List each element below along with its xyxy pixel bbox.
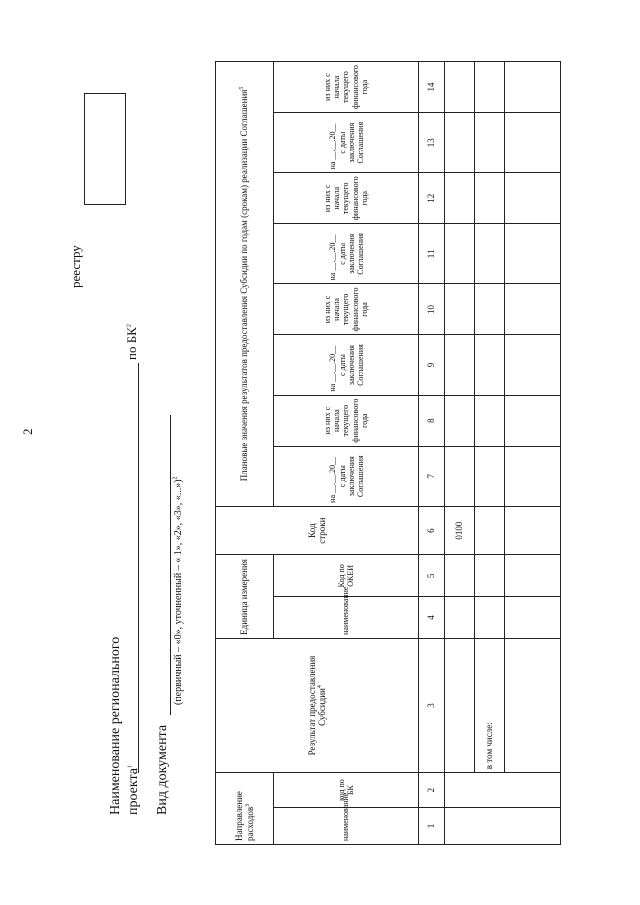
cell-value[interactable] — [505, 173, 561, 224]
cell-direction-name[interactable] — [445, 807, 561, 844]
col-direction-name: наименование — [274, 807, 419, 844]
cell-unit-okei[interactable] — [475, 555, 505, 597]
cell-value[interactable] — [505, 224, 561, 284]
cell-value[interactable] — [475, 335, 505, 395]
project-name-label: Наименование регионального — [108, 636, 123, 815]
subsidy-results-table — [215, 61, 561, 845]
cell-incl-label: в том числе: — [475, 638, 505, 772]
col-unit-header: Единица измерения — [216, 555, 274, 638]
cell-value[interactable] — [505, 284, 561, 335]
plan-year-2-date: на __.__.20__ — [327, 345, 337, 392]
cell-value[interactable] — [475, 113, 505, 173]
cell-value[interactable] — [445, 335, 475, 395]
col-direction-bk: код по БК — [274, 773, 419, 808]
cell-value[interactable] — [505, 113, 561, 173]
project-name-label-2: проекта$^1$ — [126, 765, 141, 815]
plan-year-2-since-sign — [274, 335, 419, 395]
cell-value[interactable] — [445, 284, 475, 335]
col-num: 13 — [419, 113, 445, 173]
project-name-line[interactable] — [138, 363, 139, 773]
cell-value[interactable] — [445, 395, 475, 446]
doc-type-label: Вид документа — [155, 724, 170, 815]
cell-value[interactable] — [475, 395, 505, 446]
cell-value[interactable] — [445, 224, 475, 284]
cell-value[interactable] — [475, 62, 505, 113]
cell-value[interactable] — [475, 446, 505, 506]
cell-value[interactable] — [445, 446, 475, 506]
cell-unit-name[interactable] — [505, 597, 561, 639]
table-row — [445, 62, 475, 845]
doc-type-line[interactable] — [170, 415, 171, 715]
page-number: 2 — [20, 428, 35, 435]
since-sign-label: с даты заключения Соглашения — [337, 233, 366, 275]
plan-year-1-since-sign — [274, 446, 419, 506]
cell-row-code[interactable] — [475, 506, 505, 555]
plan-year-1-since-year: из них с начала текущего финансового года — [274, 395, 419, 446]
cell-unit-name[interactable] — [475, 597, 505, 639]
col-unit-name: наименование — [274, 597, 419, 639]
cell-value[interactable] — [445, 173, 475, 224]
cell-value[interactable] — [475, 224, 505, 284]
col-num: 6 — [419, 506, 445, 555]
col-direction-header: Направление расходов$^3$ — [216, 773, 274, 845]
col-result-header: Результат предоставления Субсидии$^4$ — [216, 638, 419, 772]
plan-year-4-since-sign — [274, 113, 419, 173]
col-unit-okei: Код по ОКЕИ — [274, 555, 419, 597]
since-sign-label: с даты заключения Соглашения — [337, 455, 366, 498]
cell-value[interactable] — [505, 446, 561, 506]
cell-value[interactable] — [505, 395, 561, 446]
col-num: 8 — [419, 395, 445, 446]
cell-row-code: 0100 — [445, 506, 475, 555]
col-num: 4 — [419, 597, 445, 639]
registry-label: реестру — [68, 245, 83, 288]
col-num: 2 — [419, 773, 445, 808]
plan-year-3-since-year: из них с начала текущего финансового года — [274, 173, 419, 224]
table-row — [475, 62, 505, 845]
col-num: 5 — [419, 555, 445, 597]
col-num: 3 — [419, 638, 445, 772]
plan-year-3-date: на __.__.20__ — [327, 234, 337, 281]
plan-year-1-date: на __.__.20__ — [327, 456, 337, 503]
cell-value[interactable] — [475, 173, 505, 224]
registry-stamp-box — [84, 93, 126, 205]
column-numbers-row — [419, 62, 445, 845]
cell-unit-name[interactable] — [445, 597, 475, 639]
cell-value[interactable] — [475, 284, 505, 335]
plan-year-4-date: на __.__.20__ — [327, 123, 337, 170]
col-num: 11 — [419, 224, 445, 284]
cell-value[interactable] — [505, 62, 561, 113]
bk-label: по $БК^2$ — [124, 324, 139, 360]
col-num: 9 — [419, 335, 445, 395]
col-num: 1 — [419, 807, 445, 844]
plan-year-4-since-year: из них с начала текущего финансового года — [274, 62, 419, 113]
cell-result[interactable] — [505, 638, 561, 772]
cell-result[interactable] — [445, 638, 475, 772]
col-num: 10 — [419, 284, 445, 335]
cell-unit-okei[interactable] — [445, 555, 475, 597]
cell-value[interactable] — [445, 62, 475, 113]
col-code-header: Код строки — [216, 506, 419, 555]
plan-year-3-since-sign — [274, 224, 419, 284]
table-row — [505, 62, 561, 845]
cell-direction-bk[interactable] — [445, 773, 561, 808]
doc-type-hint: (первичный – «0», уточненный – « 1», «2», «3», «...»)$^2$ — [172, 476, 184, 705]
cell-row-code[interactable] — [505, 506, 561, 555]
col-num: 14 — [419, 62, 445, 113]
cell-value[interactable] — [445, 113, 475, 173]
since-sign-label: с даты заключения Соглашения — [337, 121, 366, 164]
col-num: 7 — [419, 446, 445, 506]
cell-unit-okei[interactable] — [505, 555, 561, 597]
col-plan-header: Плановые значения результатов предоставления Субсидии по годам (срокам) реализации Соглашения$^5$ — [216, 62, 274, 507]
since-sign-label: с даты заключения Соглашения — [337, 344, 366, 386]
plan-year-2-since-year: из них с начала текущего финансового года — [274, 284, 419, 335]
cell-value[interactable] — [505, 335, 561, 395]
col-num: 12 — [419, 173, 445, 224]
